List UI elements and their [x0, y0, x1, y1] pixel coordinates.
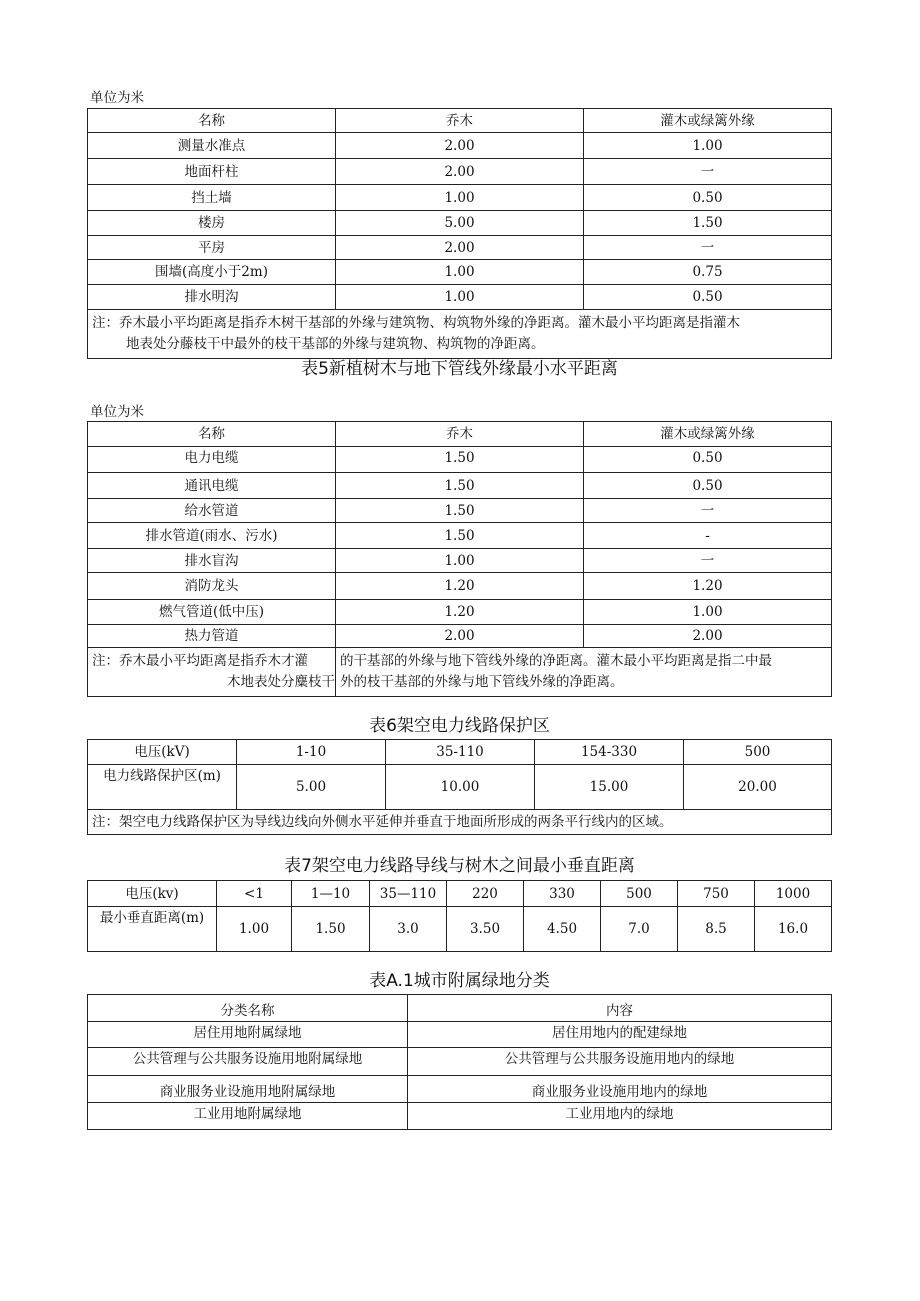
table-row — [88, 211, 832, 236]
table4-note-row — [88, 310, 832, 359]
cell-category: 工业用地附属绿地 — [88, 1103, 408, 1130]
col-header-tree: 乔木 — [336, 109, 584, 133]
cell-tree: 1.00 — [336, 260, 584, 285]
table7 — [87, 880, 832, 952]
cell-content: 居住用地内的配建绿地 — [408, 1022, 832, 1048]
cell-value: 1.50 — [292, 907, 370, 952]
table5-caption: 表5新植树木与地下管线外缘最小水平距离 — [301, 359, 618, 379]
note-line: 的干基部的外缘与地下管线外缘的净距离。灌木最小平均距离是指二中最 — [340, 653, 772, 669]
table-row — [88, 625, 832, 648]
cell-shrub: 0.50 — [584, 447, 832, 473]
tableA1-header-row — [88, 995, 832, 1022]
tableA1-caption: 表A.1城市附属绿地分类 — [369, 971, 550, 991]
col-header-voltage: 电压(kV) — [88, 740, 237, 765]
cell-shrub: - — [584, 523, 832, 549]
table6-note-row — [88, 810, 832, 835]
table5 — [87, 421, 832, 697]
note-line: 注：乔木最小平均距离是指乔木才灌 — [92, 653, 308, 669]
cell-shrub: 一 — [584, 499, 832, 523]
row-label-protection: 电力线路保护区(m) — [88, 765, 237, 810]
cell-shrub: 0.50 — [584, 285, 832, 310]
cell-tree: 2.00 — [336, 159, 584, 185]
table-row — [88, 236, 832, 260]
cell-tree: 1.50 — [336, 523, 584, 549]
cell-tree: 1.50 — [336, 447, 584, 473]
col-header-range: 220 — [447, 881, 524, 907]
note-line: 木地表处分麋枝干 — [227, 674, 335, 690]
table6-caption: 表6架空电力线路保护区 — [369, 716, 550, 736]
cell-name: 挡土墙 — [88, 185, 336, 211]
cell-value: 4.50 — [524, 907, 601, 952]
table5-note-left — [88, 648, 336, 697]
cell-tree: 2.00 — [336, 133, 584, 159]
table5-note-right — [336, 648, 832, 697]
table-row — [88, 185, 832, 211]
table-row — [88, 1076, 832, 1103]
cell-shrub: 一 — [584, 236, 832, 260]
cell-shrub: 1.00 — [584, 600, 832, 625]
col-header-range: 1—10 — [292, 881, 370, 907]
table-row — [88, 573, 832, 600]
table-row — [88, 549, 832, 573]
table4-unit: 单位为米 — [90, 90, 144, 106]
cell-tree: 1.20 — [336, 600, 584, 625]
cell-name: 给水管道 — [88, 499, 336, 523]
cell-name: 热力管道 — [88, 625, 336, 648]
cell-shrub: 1.20 — [584, 573, 832, 600]
table6-note: 注：架空电力线路保护区为导线边线向外侧水平延伸并垂直于地面所形成的两条平行线内的区域。 — [88, 810, 832, 835]
col-header-range: 1-10 — [237, 740, 386, 765]
col-header-name: 名称 — [88, 109, 336, 133]
cell-tree: 2.00 — [336, 625, 584, 648]
cell-name: 楼房 — [88, 211, 336, 236]
col-header-range: <1 — [217, 881, 292, 907]
cell-name: 燃气管道(低中压) — [88, 600, 336, 625]
table-row — [88, 1048, 832, 1076]
col-header-category: 分类名称 — [88, 995, 408, 1022]
col-header-range: 500 — [684, 740, 832, 765]
cell-category: 公共管理与公共服务设施用地附属绿地 — [88, 1048, 408, 1076]
cell-shrub: 2.00 — [584, 625, 832, 648]
cell-category: 居住用地附属绿地 — [88, 1022, 408, 1048]
table-row — [88, 285, 832, 310]
table5-header-row — [88, 422, 832, 447]
cell-name: 排水盲沟 — [88, 549, 336, 573]
cell-value: 5.00 — [237, 765, 386, 810]
cell-tree: 1.50 — [336, 473, 584, 499]
cell-shrub: 一 — [584, 549, 832, 573]
cell-value: 20.00 — [684, 765, 832, 810]
note-line: 地表处分藤枝干中最外的枝干基部的外缘与建筑物、构筑物的净距离。 — [126, 336, 545, 352]
col-header-range: 500 — [601, 881, 678, 907]
table5-note-row — [88, 648, 832, 697]
table-row — [88, 1022, 832, 1048]
cell-shrub: 0.50 — [584, 473, 832, 499]
cell-value: 3.50 — [447, 907, 524, 952]
table4-note — [88, 310, 832, 359]
table-row — [88, 765, 832, 810]
col-header-range: 35-110 — [386, 740, 535, 765]
col-header-name: 名称 — [88, 422, 336, 447]
cell-shrub: 1.00 — [584, 133, 832, 159]
cell-tree: 2.00 — [336, 236, 584, 260]
cell-value: 1.00 — [217, 907, 292, 952]
col-header-range: 330 — [524, 881, 601, 907]
cell-shrub: 0.50 — [584, 185, 832, 211]
table-row — [88, 260, 832, 285]
col-header-content: 内容 — [408, 995, 832, 1022]
col-header-range: 1000 — [755, 881, 832, 907]
table-row — [88, 1103, 832, 1130]
table-row — [88, 159, 832, 185]
col-header-voltage: 电压(kv) — [88, 881, 217, 907]
table-row — [88, 523, 832, 549]
table-row — [88, 600, 832, 625]
col-header-range: 35—110 — [370, 881, 447, 907]
col-header-range: 154-330 — [535, 740, 684, 765]
table5-unit: 单位为米 — [90, 404, 144, 420]
cell-tree: 5.00 — [336, 211, 584, 236]
cell-shrub: 1.50 — [584, 211, 832, 236]
table-row — [88, 447, 832, 473]
table-row — [88, 133, 832, 159]
cell-shrub: 一 — [584, 159, 832, 185]
table-row — [88, 907, 832, 952]
cell-value: 16.0 — [755, 907, 832, 952]
cell-name: 平房 — [88, 236, 336, 260]
cell-tree: 1.50 — [336, 499, 584, 523]
cell-tree: 1.00 — [336, 549, 584, 573]
cell-tree: 1.00 — [336, 285, 584, 310]
cell-content: 公共管理与公共服务设施用地内的绿地 — [408, 1048, 832, 1076]
cell-value: 8.5 — [678, 907, 755, 952]
note-line: 注：乔木最小平均距离是指乔木树干基部的外缘与建筑物、构筑物外缘的净距离。灌木最小平均距离是指灌木 — [92, 315, 740, 331]
cell-name: 电力电缆 — [88, 447, 336, 473]
cell-content: 商业服务业设施用地内的绿地 — [408, 1076, 832, 1103]
cell-tree: 1.00 — [336, 185, 584, 211]
cell-value: 15.00 — [535, 765, 684, 810]
cell-tree: 1.20 — [336, 573, 584, 600]
col-header-shrub: 灌木或绿篱外缘 — [584, 109, 832, 133]
cell-category: 商业服务业设施用地附属绿地 — [88, 1076, 408, 1103]
table-row — [88, 473, 832, 499]
note-line: 外的枝干基部的外缘与地下管线外缘的净距离。 — [340, 674, 624, 690]
row-label-min-distance: 最小垂直距离(m) — [88, 907, 217, 952]
cell-content: 工业用地内的绿地 — [408, 1103, 832, 1130]
cell-name: 通讯电缆 — [88, 473, 336, 499]
cell-name: 排水管道(雨水、污水) — [88, 523, 336, 549]
table7-header-row — [88, 881, 832, 907]
table6-header-row — [88, 740, 832, 765]
table-row — [88, 499, 832, 523]
cell-shrub: 0.75 — [584, 260, 832, 285]
cell-name: 围墙(高度小于2m) — [88, 260, 336, 285]
col-header-tree: 乔木 — [336, 422, 584, 447]
col-header-shrub: 灌木或绿篱外缘 — [584, 422, 832, 447]
cell-name: 测量水准点 — [88, 133, 336, 159]
table6 — [87, 739, 832, 835]
cell-value: 7.0 — [601, 907, 678, 952]
cell-name: 排水明沟 — [88, 285, 336, 310]
table4-header-row — [88, 109, 832, 133]
col-header-range: 750 — [678, 881, 755, 907]
cell-value: 3.0 — [370, 907, 447, 952]
cell-name: 地面杆柱 — [88, 159, 336, 185]
table4 — [87, 108, 832, 359]
tableA1 — [87, 994, 832, 1130]
cell-value: 10.00 — [386, 765, 535, 810]
table7-caption: 表7架空电力线路导线与树木之间最小垂直距离 — [284, 856, 635, 876]
cell-name: 消防龙头 — [88, 573, 336, 600]
